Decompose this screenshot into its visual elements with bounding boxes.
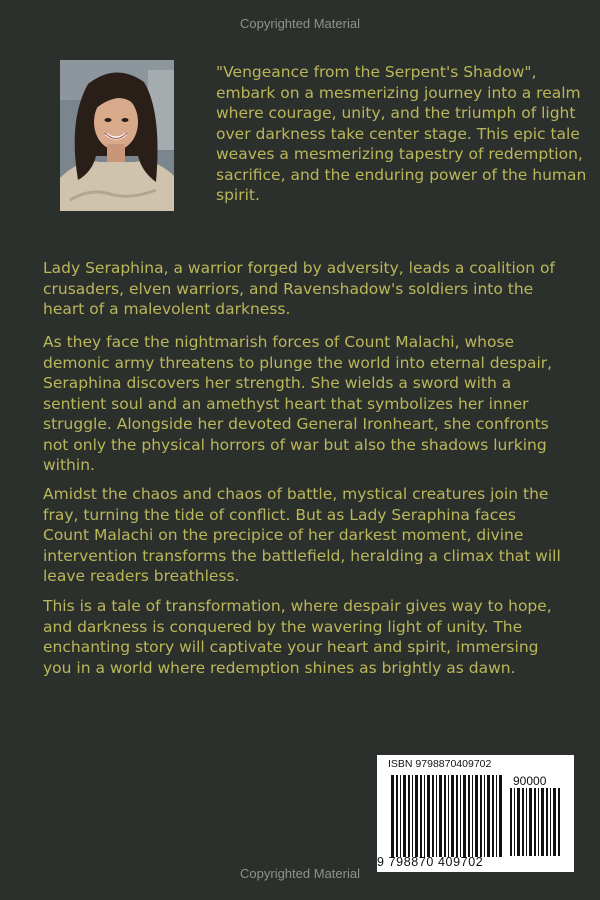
watermark-top: Copyrighted Material: [240, 16, 360, 31]
author-blurb: "Vengeance from the Serpent's Shadow", embark on a mesmerizing journey into a realm where courage, unity, and the triumph of light over darkness take center stage. This epic tale weaves a mesmerizing tapestry of redemption, sacrifice, and the enduring power of the human spirit.: [216, 63, 587, 204]
author-photo: [60, 60, 174, 211]
isbn-barcode: [377, 755, 574, 872]
paragraph-battle: Amidst the chaos and chaos of battle, mystical creatures join the fray, turning the tide of conflict. But as Lady Seraphina faces Count Malachi on the precipice of her darkest moment, divine intervention transforms the battlefield, heralding a climax that will leave readers breathless.: [43, 485, 561, 585]
isbn-digits: 9 798870 409702: [377, 855, 484, 869]
paragraph-intro: Lady Seraphina, a warrior forged by adversity, leads a coalition of crusaders, elven warriors, and Ravenshadow's soldiers into the heart of a malevolent darkness.: [43, 259, 555, 318]
paragraph-closing: This is a tale of transformation, where despair gives way to hope, and darkness is conquered by the wavering light of unity. The enchanting story will captivate your heart and spirit, immersing you in a world where redemption shines as brightly as dawn.: [43, 597, 552, 677]
paragraph-conflict: As they face the nightmarish forces of Count Malachi, whose demonic army threatens to plunge the world into eternal despair, Seraphina discovers her strength. She wields a sword with a sentient soul and an amethyst heart that symbolizes her inner struggle. Alongside her devoted General Ironheart, she confronts not only the physical horrors of war but also the shadows lurking within.: [43, 333, 553, 474]
isbn-label: ISBN 9798870409702: [388, 758, 492, 770]
watermark-bottom: Copyrighted Material: [240, 866, 360, 881]
barcode-bars: [391, 775, 503, 857]
supplement-barcode-bars: [510, 788, 562, 856]
price-code: 90000: [513, 774, 547, 788]
